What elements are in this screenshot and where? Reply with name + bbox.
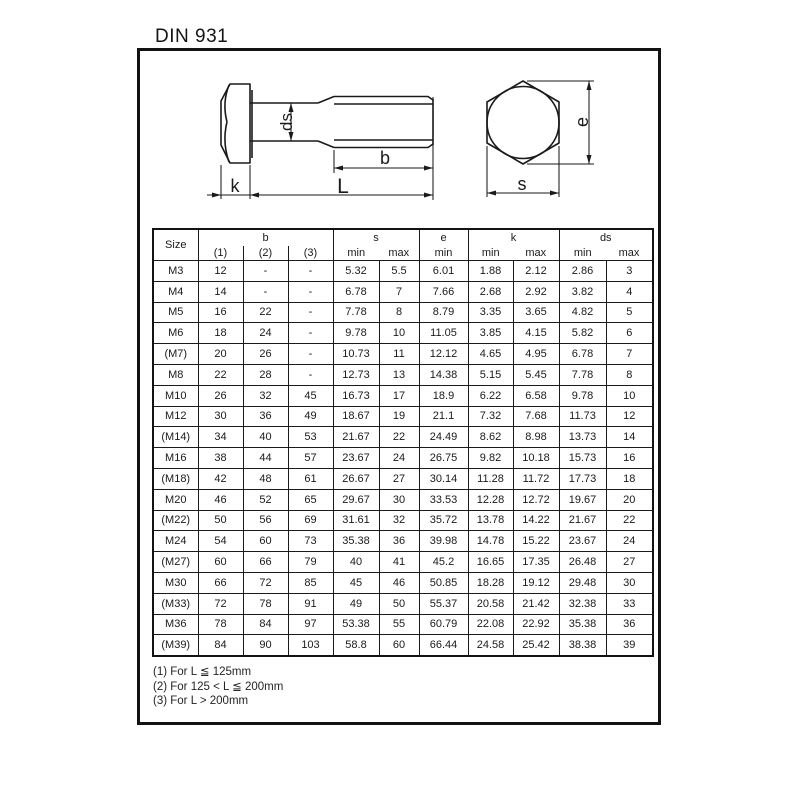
value-cell: 66 [198,572,243,593]
value-cell: 21.1 [419,406,468,427]
value-cell: - [288,364,333,385]
value-cell: 8.62 [468,427,513,448]
value-cell: 9.82 [468,448,513,469]
value-cell: 39 [606,635,653,656]
din931-spec-table [152,228,654,657]
value-cell: 33 [606,593,653,614]
value-cell: 12.28 [468,489,513,510]
value-cell: 4.65 [468,344,513,365]
dim-label-ds: ds [277,113,296,131]
value-cell: 17.73 [559,468,606,489]
header-row-sub [153,246,653,261]
value-cell: 48 [243,468,288,489]
value-cell: 3.65 [513,302,559,323]
value-cell: 36 [243,406,288,427]
value-cell: 38 [198,448,243,469]
value-cell: 5.5 [379,261,419,282]
value-cell: 17.35 [513,552,559,573]
value-cell: 22 [198,364,243,385]
value-cell: 18.28 [468,572,513,593]
bolt-technical-drawing [140,51,658,211]
value-cell: 20 [606,489,653,510]
value-cell: 55 [379,614,419,635]
value-cell: 40 [243,427,288,448]
size-cell: M12 [153,406,198,427]
value-cell: 18.9 [419,385,468,406]
value-cell: - [288,344,333,365]
value-cell: 35.72 [419,510,468,531]
value-cell: 8 [606,364,653,385]
value-cell: 12 [198,261,243,282]
value-cell: 7.66 [419,281,468,302]
value-cell: 3.82 [559,281,606,302]
table-row [153,261,653,282]
ds-dimension [277,103,296,141]
value-cell: 91 [288,593,333,614]
value-cell: 30.14 [419,468,468,489]
value-cell: 66 [243,552,288,573]
table-row [153,281,653,302]
thread-crest-top [334,97,433,101]
value-cell: 9.78 [559,385,606,406]
value-cell: 5.32 [333,261,379,282]
value-cell: 25.42 [513,635,559,656]
value-cell: 13 [379,364,419,385]
subheader-k-min: min [468,246,513,261]
value-cell: 7.78 [559,364,606,385]
size-cell: (M39) [153,635,198,656]
value-cell: 4.15 [513,323,559,344]
table-row [153,572,653,593]
value-cell: 31.61 [333,510,379,531]
value-cell: 26 [198,385,243,406]
value-cell: 36 [606,614,653,635]
value-cell: 10 [606,385,653,406]
hex-head-outline [487,81,559,164]
value-cell: 19.12 [513,572,559,593]
value-cell: 29.67 [333,489,379,510]
col-header-b: b [198,229,333,246]
value-cell: 53 [288,427,333,448]
value-cell: 2.86 [559,261,606,282]
value-cell: 21.42 [513,593,559,614]
col-header-s: s [333,229,419,246]
subheader-e-min: min [419,246,468,261]
value-cell: - [243,261,288,282]
value-cell: 32 [243,385,288,406]
value-cell: 28 [243,364,288,385]
table-row [153,489,653,510]
value-cell: 35.38 [333,531,379,552]
value-cell: 44 [243,448,288,469]
table-row [153,468,653,489]
value-cell: 13.78 [468,510,513,531]
value-cell: 4 [606,281,653,302]
value-cell: 16 [198,302,243,323]
table-row [153,510,653,531]
value-cell: 35.38 [559,614,606,635]
value-cell: 20 [198,344,243,365]
bolt-side-view [221,84,433,163]
value-cell: 58.8 [333,635,379,656]
value-cell: 12.73 [333,364,379,385]
dim-label-s: s [517,174,527,194]
value-cell: 7.78 [333,302,379,323]
size-cell: M24 [153,531,198,552]
s-dimension [487,146,559,197]
value-cell: 30 [379,489,419,510]
value-cell: 103 [288,635,333,656]
table-row [153,323,653,344]
value-cell: 52 [243,489,288,510]
value-cell: 24 [379,448,419,469]
b-dimension [334,148,433,173]
value-cell: 8 [379,302,419,323]
value-cell: 2.92 [513,281,559,302]
value-cell: 7 [379,281,419,302]
table-row [153,406,653,427]
value-cell: 14 [198,281,243,302]
value-cell: 10.73 [333,344,379,365]
header-row-groups [153,229,653,246]
value-cell: 26.48 [559,552,606,573]
value-cell: 49 [333,593,379,614]
subheader-ds-max: max [606,246,653,261]
l-dimension [250,97,433,200]
size-cell: M10 [153,385,198,406]
col-header-k: k [468,229,559,246]
value-cell: 78 [243,593,288,614]
table-row [153,427,653,448]
subheader-b2: (2) [243,246,288,261]
value-cell: 72 [198,593,243,614]
footnote-3: (3) For L > 200mm [153,695,249,708]
subheader-ds-min: min [559,246,606,261]
value-cell: 60 [379,635,419,656]
size-cell: M36 [153,614,198,635]
value-cell: 30 [606,572,653,593]
thread-crest-bottom [334,144,433,148]
footnote-2: (2) For 125 < L ≦ 200mm [153,680,284,693]
size-cell: M5 [153,302,198,323]
value-cell: 10 [379,323,419,344]
value-cell: 14.22 [513,510,559,531]
value-cell: 79 [288,552,333,573]
table-row [153,344,653,365]
size-cell: (M14) [153,427,198,448]
subheader-k-max: max [513,246,559,261]
value-cell: 8.98 [513,427,559,448]
value-cell: 23.67 [559,531,606,552]
value-cell: 7 [606,344,653,365]
dim-label-b: b [379,148,391,168]
value-cell: 6.78 [559,344,606,365]
value-cell: 60 [243,531,288,552]
value-cell: 6.22 [468,385,513,406]
size-cell: (M22) [153,510,198,531]
value-cell: - [288,261,333,282]
value-cell: 21.67 [559,510,606,531]
value-cell: 50.85 [419,572,468,593]
value-cell: 22.08 [468,614,513,635]
value-cell: 15.22 [513,531,559,552]
value-cell: 3.85 [468,323,513,344]
value-cell: 17 [379,385,419,406]
value-cell: 18.67 [333,406,379,427]
value-cell: 38.38 [559,635,606,656]
bolt-head-facet-lower [225,122,229,162]
bolt-head-facet-upper [225,85,229,122]
value-cell: 50 [379,593,419,614]
value-cell: 56 [243,510,288,531]
value-cell: 36 [379,531,419,552]
value-cell: 8.79 [419,302,468,323]
size-cell: M8 [153,364,198,385]
value-cell: 30 [198,406,243,427]
value-cell: 16.73 [333,385,379,406]
value-cell: - [288,281,333,302]
value-cell: 45 [288,385,333,406]
value-cell: 22 [606,510,653,531]
value-cell: 11.72 [513,468,559,489]
value-cell: 1.88 [468,261,513,282]
value-cell: 46 [198,489,243,510]
value-cell: 16.65 [468,552,513,573]
col-header-ds: ds [559,229,653,246]
value-cell: 16 [606,448,653,469]
value-cell: 33.53 [419,489,468,510]
value-cell: 5.82 [559,323,606,344]
value-cell: 49 [288,406,333,427]
chamfer-circle [487,87,559,159]
value-cell: 7.68 [513,406,559,427]
value-cell: 84 [243,614,288,635]
value-cell: 24 [243,323,288,344]
value-cell: 15.73 [559,448,606,469]
value-cell: 45 [333,572,379,593]
value-cell: 41 [379,552,419,573]
value-cell: 32 [379,510,419,531]
value-cell: 6.78 [333,281,379,302]
value-cell: 26.67 [333,468,379,489]
value-cell: 29.48 [559,572,606,593]
size-cell: (M18) [153,468,198,489]
value-cell: 24 [606,531,653,552]
value-cell: 12 [606,406,653,427]
value-cell: 65 [288,489,333,510]
value-cell: 21.67 [333,427,379,448]
table-row [153,593,653,614]
table-row [153,364,653,385]
value-cell: 84 [198,635,243,656]
size-cell: (M7) [153,344,198,365]
value-cell: 14 [606,427,653,448]
value-cell: 66.44 [419,635,468,656]
dim-label-k: k [230,176,240,196]
value-cell: 97 [288,614,333,635]
value-cell: 19.67 [559,489,606,510]
value-cell: - [288,302,333,323]
table-row [153,635,653,656]
value-cell: 3 [606,261,653,282]
table-row [153,448,653,469]
value-cell: 13.73 [559,427,606,448]
value-cell: 50 [198,510,243,531]
value-cell: 53.38 [333,614,379,635]
value-cell: - [243,281,288,302]
table-row [153,531,653,552]
value-cell: 46 [379,572,419,593]
spec-table-body [153,261,653,657]
e-dimension [527,81,594,164]
size-cell: M6 [153,323,198,344]
value-cell: 5.15 [468,364,513,385]
thread-runout-top [318,97,334,104]
value-cell: 9.78 [333,323,379,344]
value-cell: 4.95 [513,344,559,365]
value-cell: 78 [198,614,243,635]
value-cell: 72 [243,572,288,593]
dim-label-e: e [572,116,592,128]
value-cell: 2.12 [513,261,559,282]
value-cell: 5.45 [513,364,559,385]
hex-head-end-view [487,81,559,164]
value-cell: 22 [243,302,288,323]
size-cell: (M33) [153,593,198,614]
value-cell: 32.38 [559,593,606,614]
page-title: DIN 931 [155,26,229,47]
value-cell: 20.58 [468,593,513,614]
value-cell: 23.67 [333,448,379,469]
value-cell: 22 [379,427,419,448]
value-cell: 24.49 [419,427,468,448]
value-cell: 6.58 [513,385,559,406]
subheader-b3: (3) [288,246,333,261]
table-row [153,614,653,635]
table-row [153,552,653,573]
value-cell: 3.35 [468,302,513,323]
value-cell: 27 [379,468,419,489]
value-cell: 14.38 [419,364,468,385]
value-cell: 55.37 [419,593,468,614]
size-cell: M3 [153,261,198,282]
value-cell: 40 [333,552,379,573]
value-cell: 57 [288,448,333,469]
value-cell: 45.2 [419,552,468,573]
footnotes [153,665,283,709]
value-cell: 7.32 [468,406,513,427]
value-cell: 14.78 [468,531,513,552]
value-cell: 12.12 [419,344,468,365]
table-row [153,385,653,406]
value-cell: 6 [606,323,653,344]
value-cell: 60 [198,552,243,573]
value-cell: 39.98 [419,531,468,552]
value-cell: 26.75 [419,448,468,469]
value-cell: 11 [379,344,419,365]
size-cell: M30 [153,572,198,593]
subheader-b1: (1) [198,246,243,261]
value-cell: 73 [288,531,333,552]
value-cell: 54 [198,531,243,552]
value-cell: - [288,323,333,344]
subheader-s-min: min [333,246,379,261]
size-cell: M16 [153,448,198,469]
value-cell: 42 [198,468,243,489]
value-cell: 10.18 [513,448,559,469]
size-cell: M20 [153,489,198,510]
value-cell: 12.72 [513,489,559,510]
value-cell: 26 [243,344,288,365]
subheader-s-max: max [379,246,419,261]
value-cell: 11.05 [419,323,468,344]
col-header-size: Size [153,229,198,261]
col-header-e: e [419,229,468,246]
value-cell: 2.68 [468,281,513,302]
value-cell: 4.82 [559,302,606,323]
table-row [153,302,653,323]
value-cell: 5 [606,302,653,323]
thread-runout-bottom [318,141,334,148]
value-cell: 18 [198,323,243,344]
footnote-1: (1) For L ≦ 125mm [153,666,252,678]
value-cell: 61 [288,468,333,489]
value-cell: 18 [606,468,653,489]
value-cell: 19 [379,406,419,427]
value-cell: 11.28 [468,468,513,489]
value-cell: 6.01 [419,261,468,282]
size-cell: (M27) [153,552,198,573]
value-cell: 27 [606,552,653,573]
dim-label-L: L [337,175,349,198]
value-cell: 90 [243,635,288,656]
value-cell: 24.58 [468,635,513,656]
value-cell: 11.73 [559,406,606,427]
value-cell: 60.79 [419,614,468,635]
k-dimension [207,165,259,199]
value-cell: 85 [288,572,333,593]
value-cell: 69 [288,510,333,531]
value-cell: 34 [198,427,243,448]
size-cell: M4 [153,281,198,302]
value-cell: 22.92 [513,614,559,635]
